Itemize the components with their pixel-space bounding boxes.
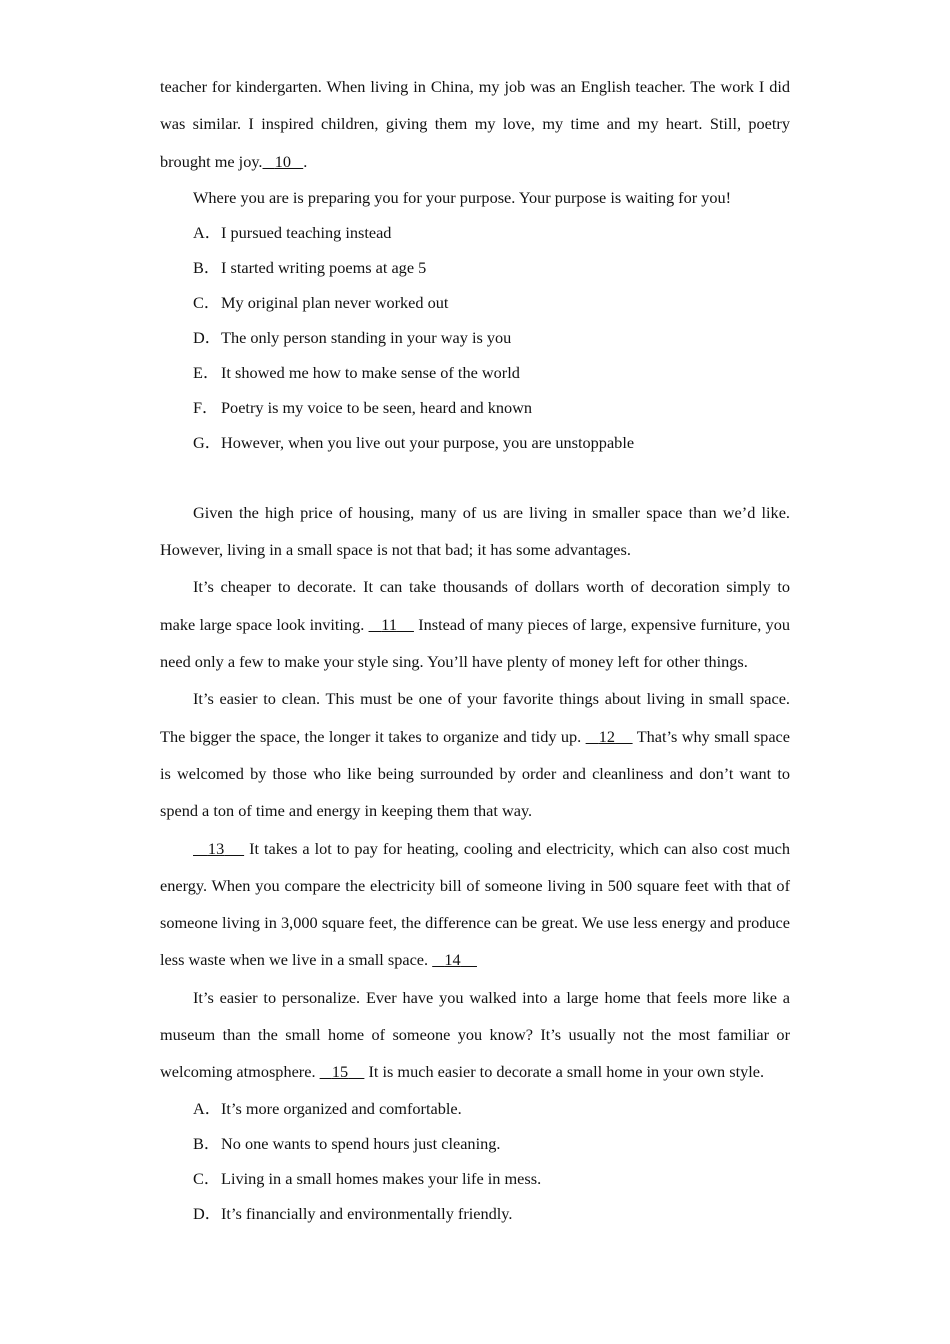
option-item: F． Poetry is my voice to be seen, heard and known: [193, 397, 533, 417]
blank-11: 11: [381, 614, 397, 634]
passage1-options: [160, 215, 790, 460]
section-gap: [160, 460, 790, 494]
option-item: C．My original plan never worked out: [193, 292, 449, 312]
option-item: D．It’s financially and environmentally friendly.: [193, 1203, 513, 1223]
passage1-paragraph-end: teacher for kindergarten. When living in China, my job was an English teacher. The work I did was similar. I inspired children, giving them my love, my time and my heart. Still, poetry brought me joy. 10 .: [160, 77, 790, 171]
option-item: C．Living in a small homes makes your life in mess.: [193, 1168, 542, 1188]
passage2-paragraph-decorate: It’s cheaper to decorate. It can take thousands of dollars worth of decoration simply to make large space look inviting. 11 Instead of many pieces of large, expensive furniture, you need only a few to make your style sing. You’ll have plenty of money left for other things.: [160, 577, 790, 672]
option-item: B．No one wants to spend hours just cleaning.: [193, 1133, 501, 1153]
passage2-paragraph-personalize: It’s easier to personalize. Ever have you walked into a large home that feels more like a museum than the small home of someone you know? It’s usually not the most familiar or welcoming atmosphere. 15 It is much easier to decorate a small home in your own style.: [160, 987, 790, 1082]
option-item: D．The only person standing in your way is you: [193, 327, 512, 347]
blank-10: 10: [274, 151, 291, 171]
passage2-paragraph-energy: 13 It takes a lot to pay for heating, cooling and electricity, which can also cost much energy. When you compare the electricity bill of someone living in 500 square feet with that of someone living in 3,000 square feet, the difference can be great. We use less energy and produce less waste when we live in a small space. 14: [160, 838, 791, 970]
option-item: A．It’s more organized and comfortable.: [193, 1098, 462, 1118]
blank-13: 13: [207, 838, 225, 858]
passage2-intro: Given the high price of housing, many of us are living in smaller space than we’d like. However, living in a small space is not that bad; it has some advantages.: [160, 502, 790, 560]
blank-12: 12: [598, 726, 616, 746]
passage1-closing: Where you are is preparing you for your purpose. Your purpose is waiting for you!: [193, 187, 732, 207]
passage2-paragraph-clean: It’s easier to clean. This must be one of your favorite things about living in small space. The bigger the space, the longer it takes to organize and tidy up. 12 That’s why small space is welcomed by those who like being surrounded by order and cleanliness and don’t want to spend a ton of time and energy in keeping them that way.: [160, 689, 791, 821]
option-item: E． It showed me how to make sense of the world: [193, 362, 520, 382]
blank-15: 15: [331, 1062, 349, 1082]
option-item: G．However, when you live out your purpose, you are unstoppable: [193, 432, 635, 452]
document-content: [160, 68, 790, 1231]
option-item: B．I started writing poems at age 5: [193, 257, 427, 277]
option-item: A．I pursued teaching instead: [193, 222, 392, 242]
blank-14: 14: [444, 950, 461, 970]
passage2-options: [160, 1091, 790, 1231]
